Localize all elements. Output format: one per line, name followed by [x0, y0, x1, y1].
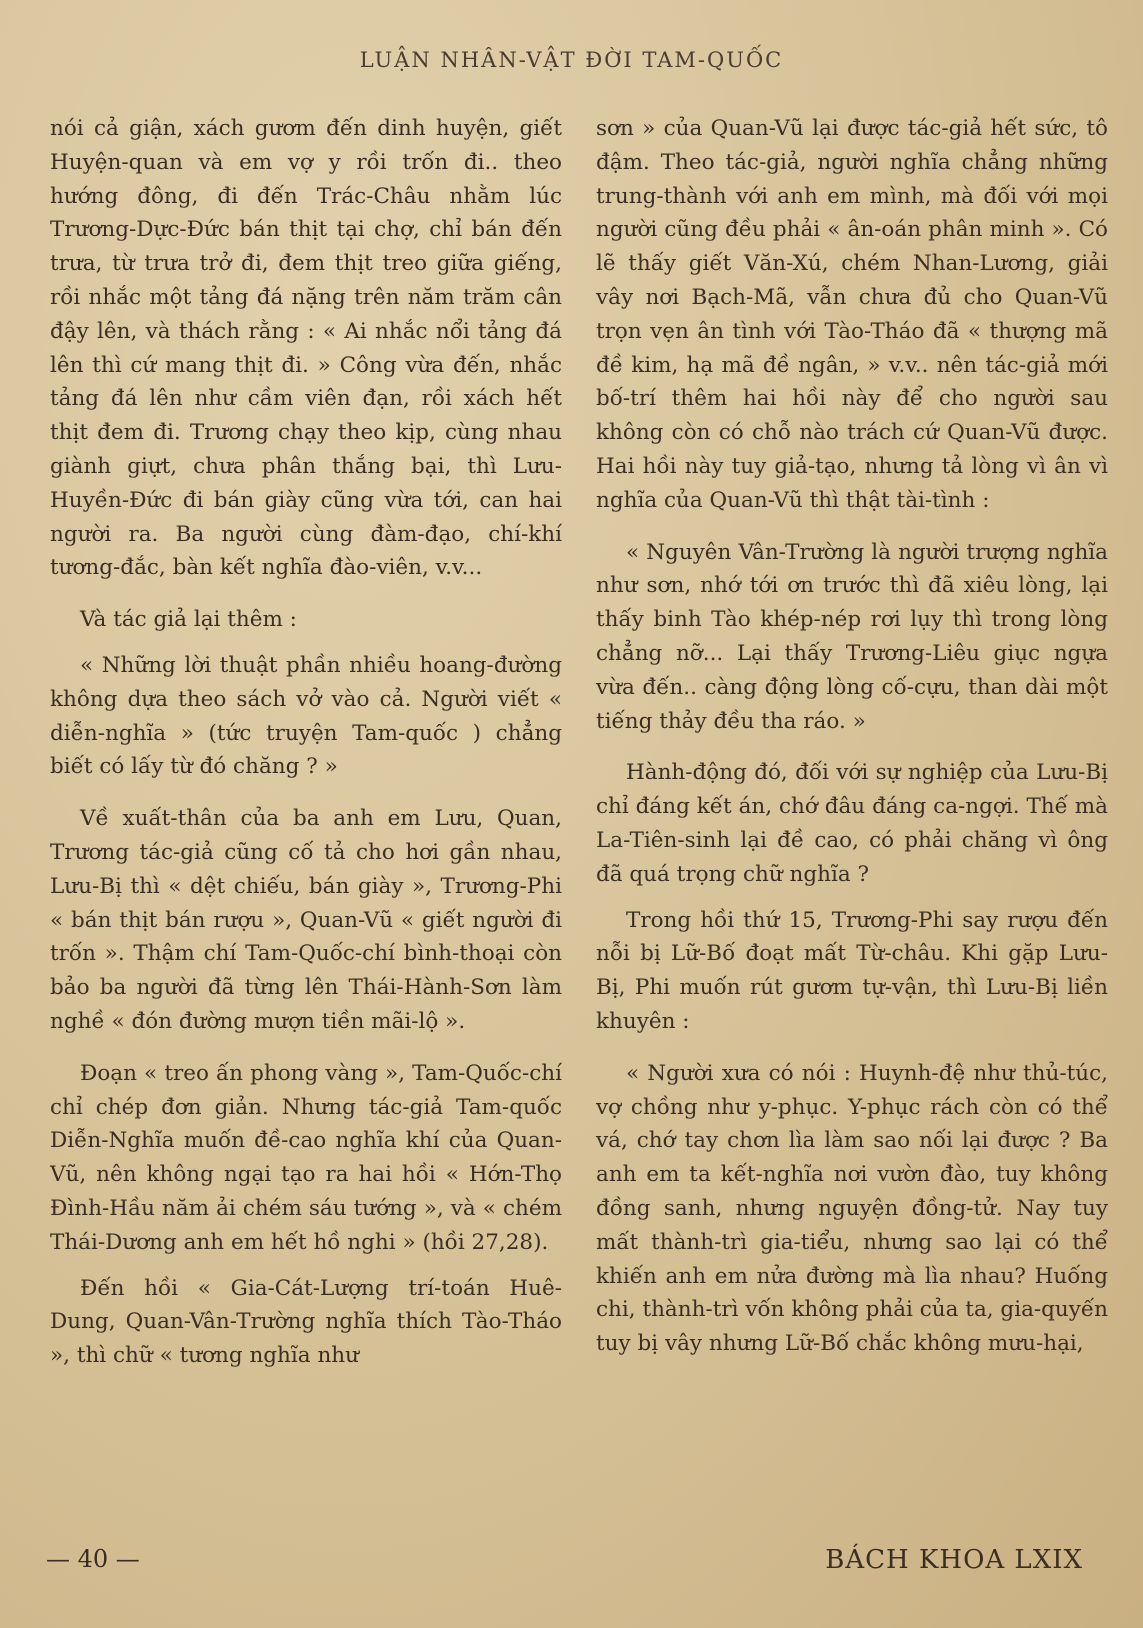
paragraph: Đoạn « treo ấn phong vàng », Tam-Quốc-chí chỉ chép đơn giản. Nhưng tác-giả Tam-quốc Diễn-Nghĩa muốn đề-cao nghĩa khí của Quan-Vũ, nên không ngại tạo ra hai hồi « Hớn-Thọ Đình-Hầu năm ải chém sáu tướng », và « chém Thái-Dương anh em hết hồ nghi » (hồi 27,28). [50, 1060, 562, 1255]
paragraph: Về xuất-thân của ba anh em Lưu, Quan, Trương tác-giả cũng cố tả cho hơi gần nhau, Lưu-Bị thì « dệt chiếu, bán giày », Trương-Phi « bán thịt bán rượu », Quan-Vũ « giết người đi trốn ». Thậm chí Tam-Quốc-chí bình-thoại còn bảo ba người đã từng lên Thái-Hành-Sơn làm nghề « đón đường mượn tiền mãi-lộ ». [50, 806, 562, 1034]
magazine-title: BÁCH KHOA LXIX [825, 1545, 1083, 1575]
paragraph: Và tác giả lại thêm : [80, 607, 297, 633]
paragraph: Đến hồi « Gia-Cát-Lượng trí-toán Huê-Dung, Quan-Vân-Trường nghĩa thích Tào-Tháo », thì chữ « tương nghĩa như [50, 1275, 562, 1369]
quote-paragraph: « Người xưa có nói : Huynh-đệ như thủ-túc, vợ chồng như y-phục. Y-phục rách còn có thể vá, chớ tay chơn lìa làm sao nối lại được ? Ba anh em ta kết-nghĩa nơi vườn đào, tuy không đồng sanh, nhưng nguyện đồng-tử. Nay tuy mất thành-trì gia-tiểu, nhưng sao lại có thể khiến anh em nửa đường mà lìa nhau? Huống chi, thành-trì vốn không phải của ta, gia-quyến tuy bị vây nhưng Lữ-Bố chắc không mưu-hại, [596, 1060, 1108, 1357]
paragraph: Hành-động đó, đối với sự nghiệp của Lưu-Bị chỉ đáng kết án, chớ đâu đáng ca-ngợi. Thế mà La-Tiên-sinh lại đề cao, có phải chăng vì ông đã quá trọng chữ nghĩa ? [596, 760, 1108, 887]
quote-paragraph: « Nguyên Vân-Trường là người trượng nghĩa như sơn, nhớ tới ơn trước thì đã xiêu lòng, lại thấy binh Tào khép-nép rơi lụy thì trong lòng chẳng nỡ... Lại thấy Trương-Liêu giục ngựa vừa đến.. càng động lòng cố-cựu, than dài một tiếng thảy đều tha ráo. » [596, 539, 1108, 734]
paragraph: sơn » của Quan-Vũ lại được tác-giả hết sức, tô đậm. Theo tác-giả, người nghĩa chẳng những trung-thành với anh em mình, mà đối với mọi người cũng đều phải « ân-oán phân minh ». Có lẽ thấy giết Văn-Xú, chém Nhan-Lương, giải vây nơi Bạch-Mã, vẫn chưa đủ cho Quan-Vũ trọn vẹn ân tình với Tào-Tháo đã « thượng mã đề kim, hạ mã đề ngân, » v.v.. nên tác-giả mới bố-trí thêm hai hồi này để cho người sau không còn có chỗ nào trách cứ Quan-Vũ được. Hai hồi này tuy giả-tạo, nhưng tả lòng vì ân vì nghĩa của Quan-Vũ thì thật tài-tình : [596, 116, 1108, 513]
running-title: LUẬN NHÂN-VẬT ĐỜI TAM-QUỐC [359, 48, 784, 72]
right-column [596, 112, 1108, 1361]
quote-paragraph: « Những lời thuật phần nhiều hoang-đường không dựa theo sách vở vào cả. Người viết « diễn-nghĩa » (tức truyện Tam-quốc ) chẳng biết có lấy từ đó chăng ? » [50, 652, 562, 780]
left-column [50, 112, 562, 1373]
paragraph: nói cả giận, xách gươm đến dinh huyện, giết Huyện-quan và em vợ y rồi trốn đi.. theo hướng đông, đi đến Trác-Châu nhằm lúc Trương-Dực-Đức bán thịt tại chợ, chỉ bán đến trưa, từ trưa trở đi, đem thịt treo giữa giếng, rồi nhắc một tảng đá nặng trên năm trăm cân đậy lên, và thách rằng : « Ai nhắc nổi tảng đá lên thì cứ mang thịt đi. » Công vừa đến, nhắc tảng đá lên như cầm viên đạn, rồi xách hết thịt đem đi. Trương chạy theo kịp, cùng nhau giành giựt, chưa phân thắng bại, thì Lưu-Huyền-Đức đi bán giày cũng vừa tới, can hai người ra. Ba người cùng đàm-đạo, chí-khí tương-đắc, bàn kết nghĩa đào-viên, v.v... [50, 116, 562, 581]
paragraph: Trong hồi thứ 15, Trương-Phi say rượu đến nỗi bị Lữ-Bố đoạt mất Từ-châu. Khi gặp Lưu-Bị, Phi muốn rút gươm tự-vận, thì Lưu-Bị liền khuyên : [596, 907, 1108, 1034]
page-number: — 40 — [46, 1545, 140, 1573]
